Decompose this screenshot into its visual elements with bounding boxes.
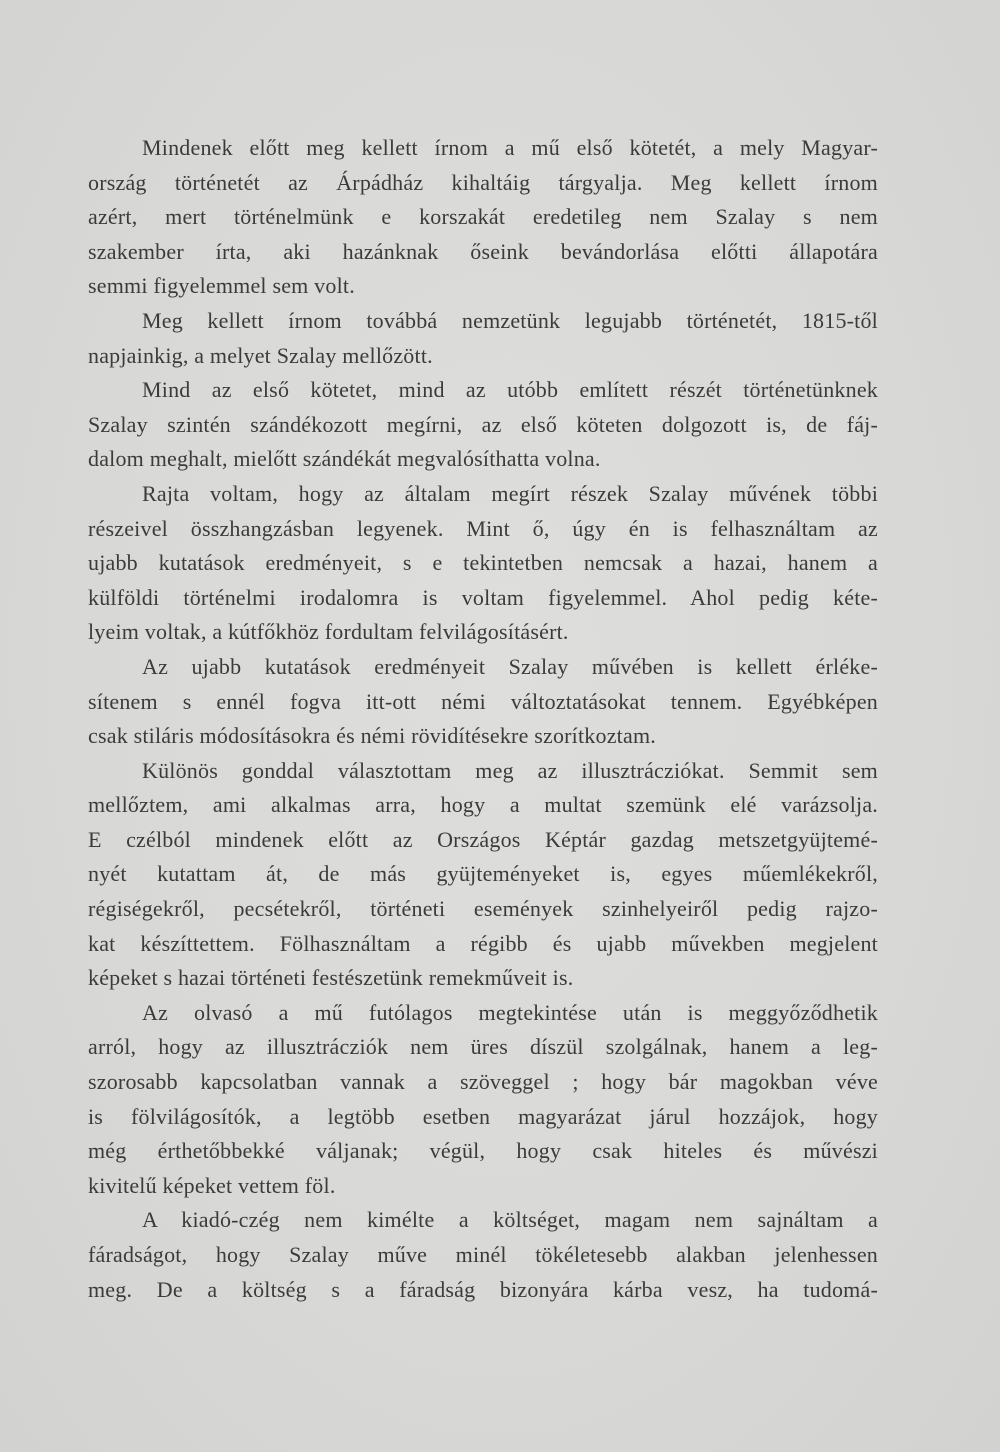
text-line: semmi figyelemmel sem volt. xyxy=(88,273,355,299)
text-line: fáradságot, hogy Szalay műve minél tökéletesebb alakban jelenhessen xyxy=(88,1242,878,1267)
text-line: részeivel összhangzásban legyenek. Mint ő, úgy én is felhasználtam az xyxy=(88,515,878,541)
text-line: sítenem s ennél fogva itt-ott némi változtatásokat tennem. Egyébképen xyxy=(88,688,878,714)
text-line: régiségekről, pecsétekről, történeti események szinhelyeiről pedig rajzo- xyxy=(88,896,878,922)
text-line: szakember írta, aki hazánknak őseink bevándorlása előtti állapotára xyxy=(88,238,878,264)
text-line: szorosabb kapcsolatban vannak a szöveggel ; hogy bár magokban véve xyxy=(88,1069,878,1095)
body-text xyxy=(88,131,878,1307)
text-line: nyét kutattam át, de más gyüjteményeket is, egyes műemlékekről, xyxy=(88,861,878,887)
text-line: külföldi történelmi irodalomra is voltam figyelemmel. Ahol pedig kéte- xyxy=(88,584,878,610)
text-line: ország történetét az Árpádház kihaltáig tárgyalja. Meg kellett írnom xyxy=(88,169,878,195)
text-line: dalom meghalt, mielőtt szándékát megvalósíthatta volna. xyxy=(88,446,601,472)
text-line: mellőztem, ami alkalmas arra, hogy a multat szemünk elé varázsolja. xyxy=(88,792,878,818)
text-line: Meg kellett írnom továbbá nemzetünk legujabb történetét, 1815-től xyxy=(142,307,878,333)
text-line: Az ujabb kutatások eredményeit Szalay művében is kellett érléke- xyxy=(142,653,878,679)
text-line: Az olvasó a mű futólagos megtekintése után is meggyőződhetik xyxy=(142,999,878,1025)
text-line: Mindenek előtt meg kellett írnom a mű első kötetét, a mely Magyar- xyxy=(142,135,878,160)
text-line: képeket s hazai történeti festészetünk remekműveit is. xyxy=(88,965,574,991)
text-line: meg. De a költség s a fáradság bizonyára kárba vesz, ha tudomá- xyxy=(88,1276,878,1302)
text-line: Szalay szintén szándékozott megírni, az első köteten dolgozott is, de fáj- xyxy=(88,411,878,437)
text-line: is fölvilágosítók, a legtöbb esetben magyarázat járul hozzájok, hogy xyxy=(88,1103,878,1129)
text-line: ujabb kutatások eredményeit, s e tekintetben nemcsak a hazai, hanem a xyxy=(88,550,878,576)
text-line: kat készíttettem. Fölhasználtam a régibb és ujabb művekben megjelent xyxy=(88,930,878,956)
text-line: azért, mert történelmünk e korszakát eredetileg nem Szalay s nem xyxy=(88,204,878,230)
text-line: Rajta voltam, hogy az általam megírt részek Szalay művének többi xyxy=(142,480,878,506)
text-line: A kiadó-czég nem kimélte a költséget, magam nem sajnáltam a xyxy=(142,1207,878,1233)
text-line: kivitelű képeket vettem föl. xyxy=(88,1172,336,1198)
text-line: Különös gonddal választottam meg az illusztrácziókat. Semmit sem xyxy=(142,757,878,783)
text-line: Mind az első kötetet, mind az utóbb említett részét történetünknek xyxy=(142,377,878,403)
text-line: E czélból mindenek előtt az Országos Képtár gazdag metszetgyüjtemé- xyxy=(88,826,878,852)
text-line: napjainkig, a melyet Szalay mellőzött. xyxy=(88,342,433,368)
text-line: arról, hogy az illusztrácziók nem üres díszül szolgálnak, hanem a leg- xyxy=(88,1034,878,1060)
text-line: csak stiláris módosításokra és némi rövidítésekre szorítkoztam. xyxy=(88,723,656,749)
text-line: még érthetőbbekké váljanak; végül, hogy csak hiteles és művészi xyxy=(88,1138,878,1164)
text-line: lyeim voltak, a kútfőkhöz fordultam felvilágosításért. xyxy=(88,619,569,645)
